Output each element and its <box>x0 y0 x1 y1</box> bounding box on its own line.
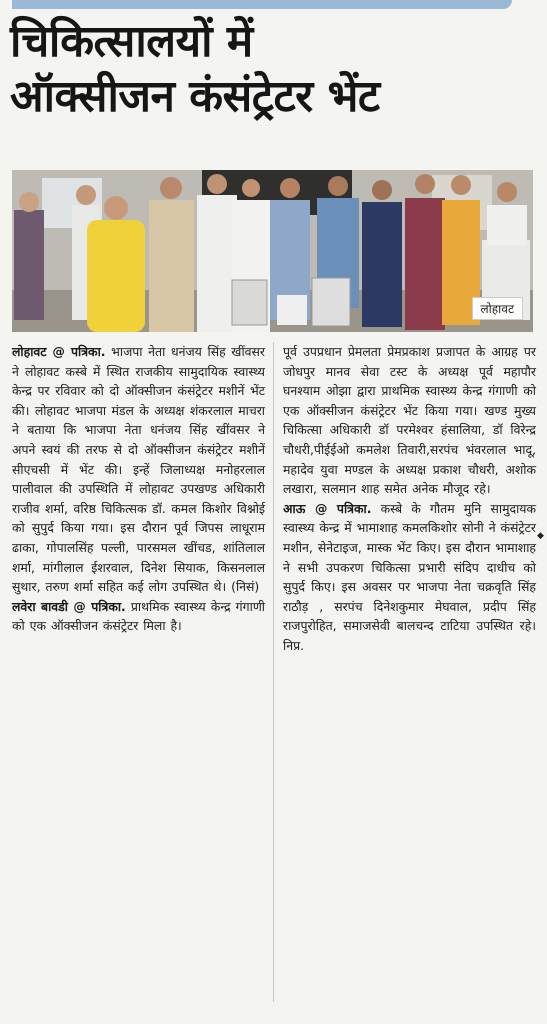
news-photo <box>12 170 533 332</box>
paragraph-aau <box>283 499 536 656</box>
article-right-column <box>283 342 536 656</box>
top-decorative-rule <box>12 0 512 9</box>
headline-line-1: चिकित्सालयों में <box>10 16 253 67</box>
headline <box>10 14 540 124</box>
photo-caption: लोहावट <box>472 297 523 320</box>
article-left-column <box>12 342 265 636</box>
paragraph-lavera <box>12 597 265 636</box>
dateline-aau: आऊ @ पत्रिका. <box>283 500 372 516</box>
paragraph-lohawat-text: भाजपा नेता धनंजय सिंह खींवसर ने लोहावट कस्बे में स्थित राजकीय सामुदायिक स्वास्थ्य केन्द्र पर रविवार को दो ऑक्सीजन कंसंट्रेटर मशीनें भेंट की। लोहावट भाजपा मंडल के अध्यक्ष शंकरलाल माचरा ने बताया कि भाजपा नेता धनंजय सिंह खींवसर ने अपने स्वयं की तरफ से दो ऑक्सीजन कंसंट्रेटर मशीनें सीएचसी में भेंट की। इन्हें जिलाध्यक्ष मनोहरलाल पालीवाल की उपस्थिति में लोहावट उपखण्ड अधिकारी राजीव शर्मा, वरिष्ठ चिकित्सक डॉ. कमल किशोर विश्नोई को सुपुर्द किया गया। इस दौरान पूर्व जिपस लाधूराम ढाका, गोपालसिंह पल्ली, पारसमल खींचड, शांतिलाल शर्मा, मांगीलाल ईशरवाल, दिनेश सियाक, किसनलाल सुथार, तरुण शर्मा सहित कई लोग उपस्थित थे। (निसं) <box>12 344 265 595</box>
group-photo-illustration <box>12 170 533 332</box>
margin-marker-icon: ◆ <box>537 531 544 541</box>
dateline-lohawat: लोहावट @ पत्रिका. <box>12 344 106 359</box>
paragraph-lavera-text: प्राथमिक स्वास्थ्य केन्द्र गंगाणी को एक ऑक्सीजन कंसंट्रेटर मिला है। <box>12 598 265 634</box>
paragraph-gangani: पूर्व उपप्रधान प्रेमलता प्रेमप्रकाश प्रजापत के आग्रह पर जोधपुर मानव सेवा टस्ट के अध्यक्ष पूर्व महापौर घनश्याम ओझा द्वारा प्राथमिक स्वास्थ्य केन्द्र गंगाणी को एक ऑक्सीजन कंसंट्रेटर भेंट किया गया। खण्ड मुख्य चिकित्सा अधिकारी डॉ परमेश्वर हंसालिया, डॉ विरेन्द्र चौधरी,पीईईओ कमलेश तिवारी,सरपंच भंवरलाल भादू, महादेव युवा मण्डल के अध्यक्ष प्रकाश चौधरी, अशोक लखारा, सलमान शाह समेत अनेक मौजूद रहे। <box>283 344 536 497</box>
paragraph-aau-text: कस्बे के गौतम मुनि सामुदायक स्वास्थ्य केन्द्र में भामाशाह कमलकिशोर सोनी ने कंसंट्रेटर मशीन, सेनेटाइज, मास्क भेंट किए। इस दौरान भामाशाह ने सभी उपकरण चिकित्सा प्रभारी संदिप दाधीच को सुपुर्द किए। इस अवसर पर भाजपा नेता चक्रवृति सिंह राठौड़ , सरपंच दिनेशकुमार मेघवाल, प्रदीप सिंह राजपुरोहित, समाजसेवी बालचन्द टाटिया उपस्थित रहे। निप्र. <box>283 500 536 653</box>
headline-line-2: ऑक्सीजन कंसंट्रेटर भेंट <box>10 71 380 122</box>
column-divider <box>273 342 274 1002</box>
dateline-lavera-bawdi: लवेरा बावडी @ पत्रिका. <box>12 598 126 614</box>
paragraph-lohawat <box>12 342 265 597</box>
